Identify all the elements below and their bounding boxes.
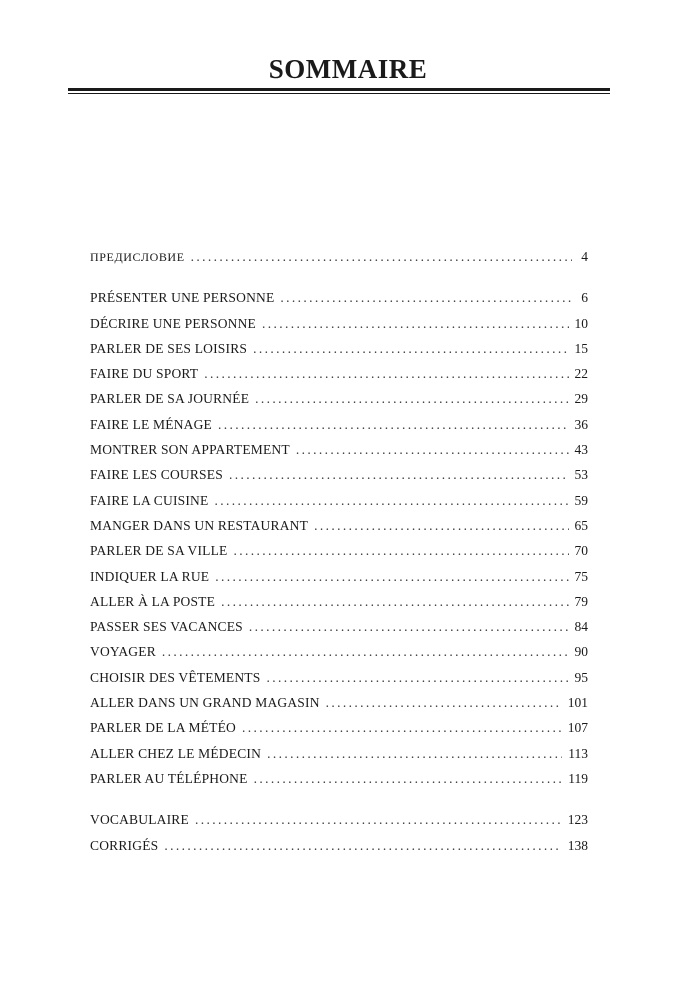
dot-leader: [255, 386, 568, 411]
dot-leader: [215, 564, 568, 589]
dot-leader: [162, 639, 569, 664]
toc-entry-label: ALLER CHEZ LE MÉDECIN: [90, 745, 262, 761]
dot-leader: [326, 690, 562, 715]
toc-entry[interactable]: [90, 285, 588, 310]
toc-entry-page-number: 65: [574, 517, 588, 533]
toc-entry-label: FAIRE LA CUISINE: [90, 492, 209, 508]
toc-entry-label: VOCABULAIRE: [90, 812, 189, 828]
toc-entry[interactable]: [90, 462, 588, 487]
toc-entry-label: PASSER SES VACANCES: [90, 619, 243, 635]
dot-leader: [214, 488, 568, 513]
toc-entry-page-number: 15: [574, 340, 588, 356]
toc-entry-page-number: 75: [574, 568, 588, 584]
toc-section: [90, 244, 588, 269]
toc-entry[interactable]: [90, 244, 588, 269]
toc-entry-label: CORRIGÉS: [90, 837, 159, 853]
title-rule-thick: [68, 88, 610, 91]
toc-entry-label: FAIRE LE MÉNAGE: [90, 416, 212, 432]
toc-entry[interactable]: [90, 690, 588, 715]
toc-entry-label: VOYAGER: [90, 644, 156, 660]
toc-section: [90, 807, 588, 858]
toc-entry-label: PARLER DE SA JOURNÉE: [90, 391, 250, 407]
toc-entry-page-number: 59: [574, 492, 588, 508]
dot-leader: [164, 833, 561, 858]
toc-entry[interactable]: [90, 538, 588, 563]
toc-entry-label: ALLER À LA POSTE: [90, 593, 216, 609]
toc-entry-page-number: 101: [567, 695, 588, 711]
toc-entry[interactable]: [90, 715, 588, 740]
dot-leader: [314, 513, 568, 538]
toc-entry-label: PARLER DE LA MÉTÉO: [90, 720, 236, 736]
toc-entry[interactable]: [90, 807, 588, 832]
toc-entry-page-number: 70: [574, 543, 588, 559]
toc-entry-label: ПРЕДИСЛОВИЕ: [90, 250, 185, 264]
toc-entry-page-number: 10: [574, 315, 588, 331]
toc-entry-label: FAIRE DU SPORT: [90, 366, 199, 382]
toc-entry-page-number: 29: [574, 391, 588, 407]
toc-entry[interactable]: [90, 412, 588, 437]
title-rule-thin: [68, 93, 610, 94]
toc-entry[interactable]: [90, 311, 588, 336]
dot-leader: [249, 614, 569, 639]
toc-entry-page-number: 6: [581, 290, 588, 306]
toc-entry[interactable]: [90, 589, 588, 614]
toc-entry-label: MONTRER SON APPARTEMENT: [90, 442, 290, 458]
toc-entry-label: PARLER DE SA VILLE: [90, 543, 228, 559]
toc-entry-label: DÉCRIRE UNE PERSONNE: [90, 315, 257, 331]
toc-entry-page-number: 43: [574, 442, 588, 458]
dot-leader: [254, 766, 563, 791]
dot-leader: [267, 741, 562, 766]
toc-entry-label: PARLER DE SES LOISIRS: [90, 340, 248, 356]
toc-entry[interactable]: [90, 513, 588, 538]
toc-entry-label: ALLER DANS UN GRAND MAGASIN: [90, 695, 320, 711]
toc-entry[interactable]: [90, 639, 588, 664]
toc-entry-label: MANGER DANS UN RESTAURANT: [90, 517, 309, 533]
toc-entry-page-number: 119: [568, 770, 588, 786]
toc-entry-page-number: 138: [567, 837, 588, 853]
toc-entry-page-number: 4: [581, 249, 588, 264]
toc-entry-page-number: 84: [574, 619, 588, 635]
dot-leader: [266, 665, 568, 690]
toc-entry[interactable]: [90, 386, 588, 411]
table-of-contents: [90, 244, 588, 858]
toc-entry[interactable]: [90, 833, 588, 858]
page-title: SOMMAIRE: [268, 54, 428, 84]
dot-leader: [234, 538, 569, 563]
dot-leader: [229, 462, 569, 487]
toc-entry[interactable]: [90, 336, 588, 361]
dot-leader: [195, 807, 562, 832]
toc-entry-page-number: 36: [574, 416, 588, 432]
dot-leader: [253, 336, 568, 361]
toc-entry-label: PARLER AU TÉLÉPHONE: [90, 770, 248, 786]
toc-entry[interactable]: [90, 741, 588, 766]
toc-entry-label: CHOISIR DES VÊTEMENTS: [90, 669, 261, 685]
toc-entry-page-number: 90: [574, 644, 588, 660]
dot-leader: [262, 311, 568, 336]
toc-entry-page-number: 113: [568, 745, 588, 761]
toc-entry[interactable]: [90, 488, 588, 513]
toc-entry-page-number: 123: [567, 812, 588, 828]
toc-entry[interactable]: [90, 564, 588, 589]
toc-section: [90, 285, 588, 791]
toc-entry-page-number: 22: [574, 366, 588, 382]
dot-leader: [242, 715, 562, 740]
toc-entry[interactable]: [90, 665, 588, 690]
toc-entry-page-number: 53: [574, 467, 588, 483]
toc-entry[interactable]: [90, 437, 588, 462]
toc-entry-page-number: 79: [574, 593, 588, 609]
toc-entry-label: INDIQUER LA RUE: [90, 568, 210, 584]
dot-leader: [296, 437, 569, 462]
toc-entry[interactable]: [90, 766, 588, 791]
toc-entry[interactable]: [90, 614, 588, 639]
dot-leader: [191, 244, 572, 269]
toc-entry[interactable]: [90, 361, 588, 386]
toc-entry-page-number: 95: [574, 669, 588, 685]
dot-leader: [218, 412, 569, 437]
dot-leader: [280, 285, 572, 310]
toc-entry-page-number: 107: [567, 720, 588, 736]
toc-entry-label: PRÉSENTER UNE PERSONNE: [90, 290, 275, 306]
dot-leader: [204, 361, 568, 386]
dot-leader: [221, 589, 568, 614]
toc-entry-label: FAIRE LES COURSES: [90, 467, 223, 483]
